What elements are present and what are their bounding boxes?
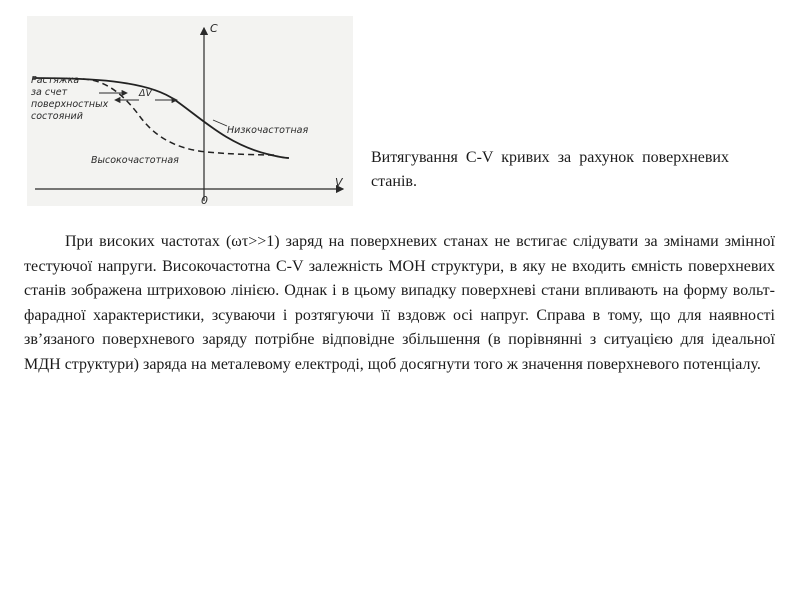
- delta-v-label: ΔV: [139, 88, 152, 99]
- figure-caption: Витягування C-V кривих за рахунок поверхневих станів.: [371, 149, 729, 190]
- axis-v-label: V: [335, 176, 343, 189]
- low-freq-label-arrow: [213, 120, 227, 126]
- origin-label: 0: [201, 194, 208, 206]
- body-paragraph: При високих частотах (ωτ>>1) заряд на поверхневих станах не встигає слідувати за змінами змінної тестуючої напруги. Високочастотна C-V залежність МОН структури, в яку не входить ємність поверхневих станів зображена штриховою лінією. Однак і в цьому випадку поверхневі стани впливають на форму вольт-фарадної характеристики, зсуваючи і розтягуючи її вздовж осі напруг. Справа в тому, що для наявності зв’язаного поверхневого заряду потрібне відповідне збільшення (в порівнянні з ситуацією для ідеальної МДН структури) заряда на металевому електроді, щоб досягнути того ж значення поверхневого потенціалу.: [24, 233, 775, 373]
- high-frequency-label: Высокочастотная: [91, 155, 179, 166]
- axis-c-label: C: [210, 22, 218, 35]
- cv-curves-diagram: [27, 16, 353, 206]
- high-frequency-curve: [83, 79, 277, 155]
- cv-curves-figure: [27, 16, 353, 206]
- stretch-label-line-1: Растяжка: [31, 75, 80, 86]
- stretch-label-line-2: за счет: [31, 87, 68, 98]
- low-frequency-label: Низкочастотная: [227, 125, 309, 136]
- stretch-label-line-4: состояний: [31, 111, 83, 122]
- stretch-label-line-3: поверхностных: [31, 99, 109, 110]
